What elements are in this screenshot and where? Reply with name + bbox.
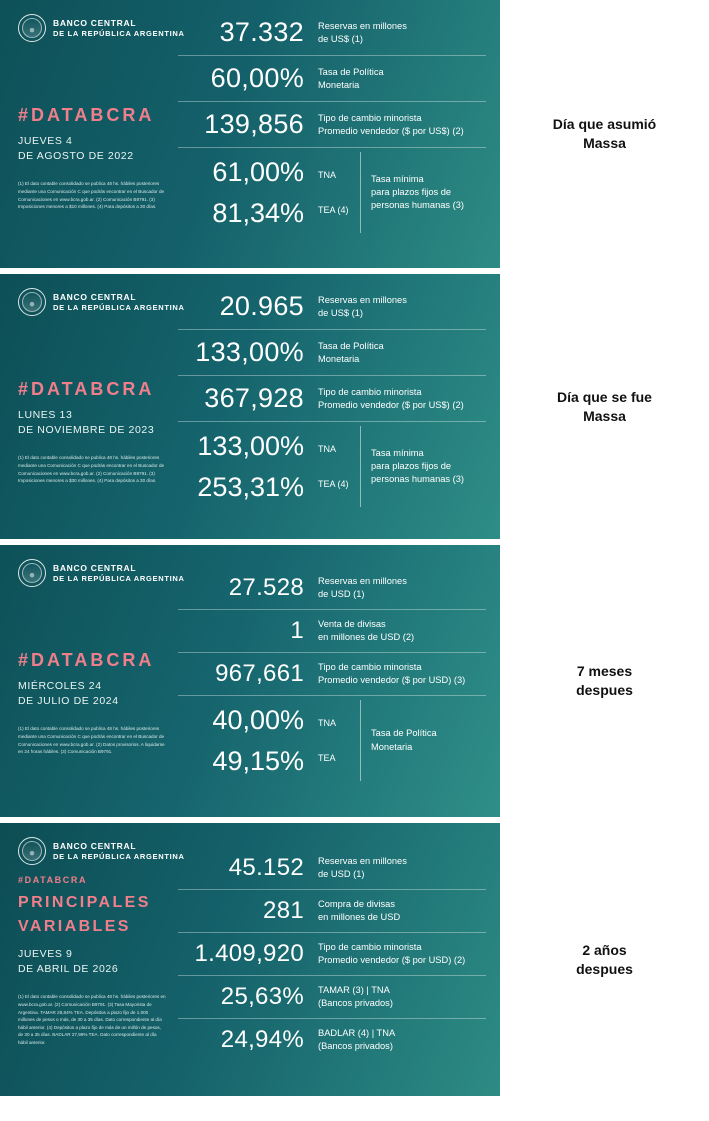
card3-cambio-label-l1: Tipo de cambio minorista <box>318 662 422 673</box>
bcra-logo <box>18 14 185 42</box>
card1-date-line2: DE AGOSTO DE 2022 <box>18 150 134 163</box>
card4-footnotes: (1) El dato contable consolidado se publica 48 hs. hábiles posteriores en www.bcra.gob.ar. (2) Comunicación B9791. (3) Tasa Mayorista de Argentina. TAMAR 28,84% TEA. Depósitos a plazo fijo de 1.000 millones de pesos o más, de 30 a 35 días. Dato correspondiente al día hábil anterior. (4) Depósitos a plazo fijo de más de un millón de pesos, de 30 a 35 días. BADLAR 27,98% TEA. Dato correspondiente al día hábil anterior. <box>18 994 166 1045</box>
annotation-1 <box>500 115 709 153</box>
bcra-logo-line1: BANCO CENTRAL <box>53 563 137 573</box>
card2-tna-tag: TNA <box>318 444 336 455</box>
card2-cambio-label-l2: Promedio vendedor ($ por US$) (2) <box>318 399 464 410</box>
card4-cambio-label-l1: Tipo de cambio minorista <box>318 942 422 953</box>
bcra-logo-line1: BANCO CENTRAL <box>53 841 137 851</box>
card4-left-panel <box>18 875 168 1046</box>
card4-row-reservas <box>178 847 486 890</box>
card3-tea-value: 49,15% <box>212 745 304 776</box>
card2-row-tasa <box>178 330 486 376</box>
bcra-seal-icon <box>18 837 46 865</box>
card1-tna-value: 61,00% <box>212 157 304 187</box>
card4-data-panel <box>178 847 486 1086</box>
card3-rate-desc-l2: Monetaria <box>371 741 413 752</box>
card2-row-cambio <box>178 376 486 422</box>
card2-tasa-label-l1: Tasa de Política <box>318 340 384 351</box>
card4-title-line2: VARIABLES <box>18 918 131 935</box>
card1-tasa-label-l2: Monetaria <box>318 79 360 90</box>
card1-cambio-label <box>318 112 464 137</box>
card1-row-tasa <box>178 56 486 102</box>
card4-cambio-label <box>318 941 465 966</box>
card2-tea-tag: TEA (4) <box>318 478 349 489</box>
bcra-logo-text <box>53 18 185 38</box>
card1-reservas-value: 37.332 <box>219 17 304 47</box>
card2-tasa-value: 133,00% <box>195 337 304 367</box>
card1-rate-values <box>178 152 318 233</box>
card3-rate-values <box>178 700 318 781</box>
card1-reservas-label-l2: de US$ (1) <box>318 33 363 44</box>
annotation-2 <box>500 388 709 426</box>
card4-date-line1: JUEVES 9 <box>18 948 73 960</box>
annotation-3-line2: despues <box>576 682 633 698</box>
card4-compra-value: 281 <box>263 897 304 924</box>
card4-badlar-label-l1: BADLAR (4) | TNA <box>318 1028 396 1039</box>
card3-rate-tags <box>318 700 360 781</box>
card1-tasa-value: 60,00% <box>210 63 304 93</box>
card2-cambio-label-l1: Tipo de cambio minorista <box>318 386 422 397</box>
bcra-seal-icon <box>18 559 46 587</box>
card2-reservas-label-l1: Reservas en millones <box>318 294 407 305</box>
bcra-logo-text-3 <box>53 563 185 583</box>
card1-date <box>18 134 168 164</box>
bcra-seal-icon <box>18 14 46 42</box>
card4-row-tamar <box>178 976 486 1019</box>
card1-cambio-label-l1: Tipo de cambio minorista <box>318 112 422 123</box>
card1-hashtag: #DATABCRA <box>18 105 155 125</box>
card2-rate-desc-l2: para plazos fijos de <box>371 460 452 471</box>
card3-row-venta <box>178 610 486 653</box>
card1-row-reservas <box>178 10 486 56</box>
card3-date-line2: DE JULIO DE 2024 <box>18 695 119 708</box>
bcra-logo-text-2 <box>53 292 185 312</box>
card4-reservas-label <box>318 855 407 880</box>
card1-left-panel <box>18 105 168 211</box>
card-row-2 <box>0 274 709 539</box>
card3-data-panel <box>178 567 486 807</box>
card3-row-cambio <box>178 653 486 696</box>
card1-rate-desc-l1: Tasa mínima <box>371 173 424 184</box>
card2-rate-tags <box>318 426 360 507</box>
card-row-3 <box>0 545 709 817</box>
databcra-card-2026 <box>0 823 500 1096</box>
card2-rate-desc-l3: personas humanas (3) <box>371 474 465 484</box>
card2-tna-value: 133,00% <box>197 431 304 461</box>
card2-tea-value: 253,31% <box>197 471 304 502</box>
databcra-card-2022 <box>0 0 500 268</box>
card4-row-compra <box>178 890 486 933</box>
card2-rate-values <box>178 426 318 507</box>
card4-tamar-label <box>318 984 393 1009</box>
card1-date-line1: JUEVES 4 <box>18 135 73 147</box>
card1-footnotes: (1) El dato contable consolidado se publica 48 hs. hábiles posteriores mediante una Comunicación C que podrás encontrar en el Buscador de Comunicaciones en www.bcra.gob.ar. (2) Comunicación B9791. (3) Imposiciones menores a $10 millones. (4) Para depósitos a 30 días. <box>18 181 165 210</box>
card1-tasa-label-l1: Tasa de Política <box>318 66 384 77</box>
bcra-logo-2 <box>18 288 185 316</box>
card3-venta-label <box>318 618 414 643</box>
card4-badlar-label-l2: (Bancos privados) <box>318 1041 393 1051</box>
card4-title <box>18 891 168 939</box>
card1-rate-block <box>178 148 486 233</box>
card2-date-line1: LUNES 13 <box>18 409 73 421</box>
annotation-2-line2: Massa <box>583 407 626 424</box>
card2-data-panel <box>178 284 486 529</box>
card2-hashtag: #DATABCRA <box>18 379 155 399</box>
card4-reservas-value: 45.152 <box>228 854 304 881</box>
card4-title-line1: PRINCIPALES <box>18 894 151 911</box>
card4-badlar-label <box>318 1027 395 1052</box>
card3-footnotes: (1) El dato contable consolidado se publica 48 hs. hábiles posteriores mediante una Comunicación C que podrás encontrar en el Buscador de Comunicaciones en www.bcra.gob.ar. (2) Datos provisorios. A liquidarse en 24 horas hábiles. (3) Comunicación B9791. <box>18 726 165 755</box>
card4-compra-label <box>318 898 400 923</box>
card1-cambio-value: 139,856 <box>204 109 304 139</box>
card1-reservas-label <box>318 20 407 45</box>
card4-hashtag: #DATABCRA <box>18 875 88 885</box>
card3-tea-tag: TEA <box>318 752 336 763</box>
card3-reservas-label-l1: Reservas en millones <box>318 576 407 587</box>
card4-compra-label-l1: Compra de divisas <box>318 899 395 910</box>
card3-venta-value: 1 <box>290 617 304 644</box>
card2-date <box>18 408 168 438</box>
annotation-3 <box>500 662 709 700</box>
annotation-4-line1: 2 años <box>582 941 627 958</box>
card1-tea-tag: TEA (4) <box>318 204 349 215</box>
card2-footnotes: (1) El dato contable consolidado se publica 48 hs. hábiles posteriores mediante una Comunicación C que podrás encontrar en el Buscador de Comunicaciones en www.bcra.gob.ar. (2) Comunicación B9791. (3) Imposiciones menores a $30 millones. (4) Para depósitos a 30 días. <box>18 455 165 484</box>
card3-venta-label-l1: Venta de divisas <box>318 619 386 630</box>
annotation-2-line1: Día que se fue <box>557 388 652 405</box>
bcra-logo-line2: DE LA REPÚBLICA ARGENTINA <box>53 302 185 312</box>
bcra-logo-line2: DE LA REPÚBLICA ARGENTINA <box>53 28 185 38</box>
card3-rate-block <box>178 696 486 781</box>
annotation-4-line2: despues <box>576 960 633 977</box>
card1-rate-desc-l2: para plazos fijos de <box>371 186 452 197</box>
card3-left-panel <box>18 650 168 756</box>
card3-tna-value: 40,00% <box>212 705 304 735</box>
card2-tasa-label-l2: Monetaria <box>318 353 360 364</box>
card3-reservas-label-l2: de USD (1) <box>318 589 365 599</box>
card3-hashtag: #DATABCRA <box>18 650 155 670</box>
card3-row-reservas <box>178 567 486 610</box>
databcra-card-2024 <box>0 545 500 817</box>
card3-cambio-label <box>318 661 465 686</box>
card1-data-panel <box>178 10 486 258</box>
card4-cambio-label-l2: Promedio vendedor ($ por USD) (2) <box>318 955 466 965</box>
card2-rate-desc-l1: Tasa mínima <box>371 447 424 458</box>
bcra-logo-4 <box>18 837 185 865</box>
card1-tna-tag: TNA <box>318 170 336 181</box>
card2-tasa-label <box>318 340 384 365</box>
card3-date <box>18 679 168 709</box>
card3-reservas-label <box>318 575 407 600</box>
card3-tna-tag: TNA <box>318 718 336 729</box>
card4-compra-label-l2: en millones de USD <box>318 912 401 922</box>
card3-rate-desc <box>360 700 437 781</box>
bcra-logo-text-4 <box>53 841 185 861</box>
card2-reservas-label <box>318 294 407 319</box>
card2-left-panel <box>18 379 168 485</box>
card4-tamar-label-l1: TAMAR (3) | TNA <box>318 985 390 996</box>
databcra-card-2023 <box>0 274 500 539</box>
card2-cambio-value: 367,928 <box>204 383 304 413</box>
bcra-logo-line1: BANCO CENTRAL <box>53 292 137 302</box>
card2-row-reservas <box>178 284 486 330</box>
card1-rate-desc <box>360 152 464 233</box>
card1-rate-desc-l3: personas humanas (3) <box>371 200 465 210</box>
bcra-logo-line2: DE LA REPÚBLICA ARGENTINA <box>53 851 185 861</box>
card4-date <box>18 947 168 977</box>
card-row-4 <box>0 823 709 1096</box>
bcra-seal-icon <box>18 288 46 316</box>
card4-date-line2: DE ABRIL DE 2026 <box>18 963 119 976</box>
card4-tamar-value: 25,63% <box>220 983 304 1010</box>
card4-reservas-label-l2: de USD (1) <box>318 869 365 879</box>
bcra-logo-line2: DE LA REPÚBLICA ARGENTINA <box>53 573 185 583</box>
card3-reservas-value: 27.528 <box>228 574 304 601</box>
card2-reservas-value: 20.965 <box>219 291 304 321</box>
card-row-1 <box>0 0 709 268</box>
card2-rate-block <box>178 422 486 507</box>
card4-badlar-value: 24,94% <box>220 1026 304 1053</box>
card3-rate-desc-l1: Tasa de Política <box>371 728 437 739</box>
card4-tamar-label-l2: (Bancos privados) <box>318 998 393 1008</box>
card1-tasa-label <box>318 66 384 91</box>
card1-tea-value: 81,34% <box>212 197 304 228</box>
card4-row-badlar <box>178 1019 486 1061</box>
card4-cambio-value: 1.409,920 <box>194 940 304 967</box>
card1-rate-tags <box>318 152 360 233</box>
annotation-4 <box>500 941 709 979</box>
bcra-logo-line1: BANCO CENTRAL <box>53 18 137 28</box>
card3-date-line1: MIÉRCOLES 24 <box>18 680 102 692</box>
card3-cambio-label-l2: Promedio vendedor ($ por USD) (3) <box>318 675 466 685</box>
card2-rate-desc <box>360 426 464 507</box>
annotation-1-line1: Día que asumió <box>552 116 657 133</box>
annotation-3-line1: 7 meses <box>576 663 633 680</box>
card4-row-cambio <box>178 933 486 976</box>
card2-cambio-label <box>318 386 464 411</box>
card3-cambio-value: 967,661 <box>215 660 304 687</box>
card2-reservas-label-l2: de US$ (1) <box>318 307 363 318</box>
card4-reservas-label-l1: Reservas en millones <box>318 856 407 867</box>
card1-row-cambio <box>178 102 486 148</box>
card3-venta-label-l2: en millones de USD (2) <box>318 632 415 642</box>
card2-date-line2: DE NOVIEMBRE DE 2023 <box>18 424 155 437</box>
annotation-1-line2: Massa <box>583 135 626 151</box>
bcra-logo-3 <box>18 559 185 587</box>
card1-cambio-label-l2: Promedio vendedor ($ por US$) (2) <box>318 125 464 136</box>
card1-reservas-label-l1: Reservas en millones <box>318 20 407 31</box>
